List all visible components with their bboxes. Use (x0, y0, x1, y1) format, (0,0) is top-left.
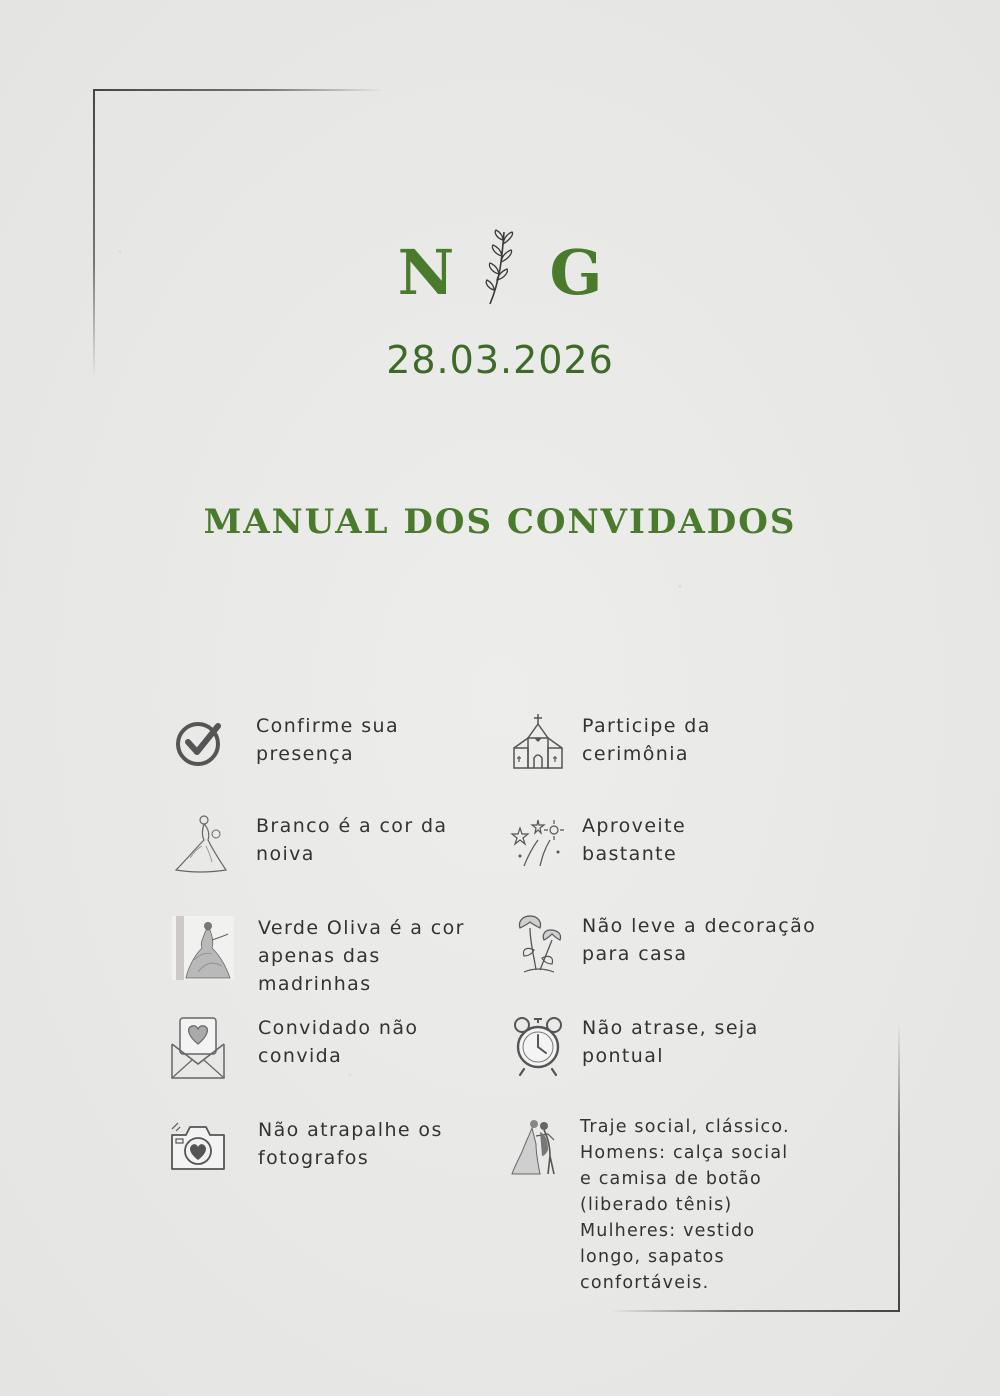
leaf-sprig-icon (482, 228, 522, 318)
monogram (0, 228, 1000, 318)
envelope-heart-icon (168, 1014, 228, 1082)
list-item (508, 1114, 790, 1296)
item-text: Convidado não convida (258, 1017, 419, 1067)
flowers-icon (508, 912, 568, 976)
list-item (170, 712, 399, 772)
item-text: Confirme sua presença (256, 715, 399, 765)
fireworks-icon (508, 812, 568, 872)
item-text: Não leve a decoração para casa (582, 915, 817, 965)
item-text: Branco é a cor da noiva (256, 815, 448, 865)
dancing-couple-icon (508, 1114, 568, 1178)
frame-corner-bottom-right-vertical (898, 1022, 900, 1312)
monogram-right-initial: G (549, 236, 603, 309)
list-item (170, 812, 447, 876)
page-title: MANUAL DOS CONVIDADOS (203, 502, 797, 542)
item-text: Verde Oliva é a cor apenas das madrinhas (258, 917, 465, 995)
frame-corner-bottom-right (610, 1310, 900, 1312)
item-text: Participe da cerimônia (582, 715, 711, 765)
monogram-left-initial: N (397, 236, 455, 309)
camera-heart-icon (168, 1116, 228, 1176)
list-item (168, 1014, 418, 1082)
list-item (508, 912, 816, 976)
bride-icon (170, 812, 230, 876)
item-text: Aproveite bastante (582, 815, 687, 865)
list-item (508, 1014, 759, 1078)
list-item (172, 914, 465, 998)
item-text: Traje social, clássico. Homens: calça social e camisa de botão (liberado tênis) Mulheres: vestido longo, sapatos confortáveis. (580, 1117, 790, 1293)
item-text: Não atrase, seja pontual (582, 1017, 759, 1067)
frame-corner-top-left (93, 89, 383, 91)
list-item (508, 712, 711, 772)
alarm-clock-icon (508, 1014, 568, 1078)
list-item (168, 1116, 443, 1176)
event-date: 28.03.2026 (386, 338, 614, 382)
item-text: Não atrapalhe os fotografos (258, 1119, 443, 1169)
bridesmaid-icon (172, 914, 234, 982)
list-item (508, 812, 686, 872)
church-icon (508, 712, 568, 772)
check-circle-icon (170, 712, 230, 772)
